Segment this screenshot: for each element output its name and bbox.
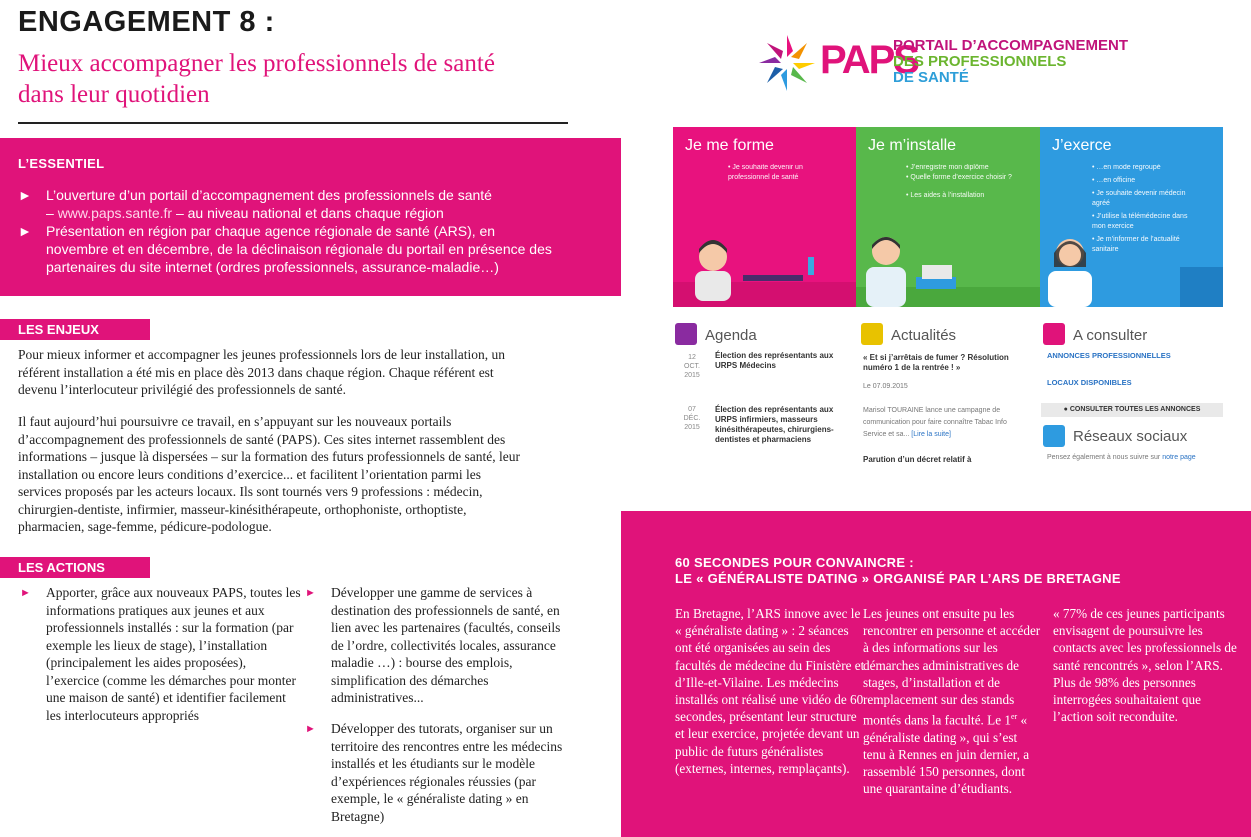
panel-link[interactable]: • …en mode regroupé (1092, 164, 1161, 171)
enjeux-paragraph-1: Pour mieux informer et accompagner les jeunes professionnels lors de leur installation, un référent installation a été mis en place dès 2013 dans chaque région. Chaque référent est devenu l’interlocuteur privilégié des professionnels de santé. (18, 347, 505, 397)
dating-col-1: En Bretagne, l’ARS innove avec le « généraliste dating » : 2 séances ont été organisées au sein des facultés de médecine du Finistère et d’Ille-et-Vilaine. Les médecins installés ont réalisé une vidéo de 60 secondes, présentant leur structure et leur exercice, projetée devant un public de futurs généralistes (externes, internes, remplaçants). (675, 606, 865, 776)
enjeux-paragraph-2: Il faut aujourd’hui poursuivre ce travail, en s’appuyant sur les nouveaux portails d’accompagnement des professionnels de santé (PAPS). Ces sites internet rassemblent des informations – jusque là dispersées – sur la formation des futurs professionnels de santé, leur installation ou encore leurs conditions d’exercice... et facilitent l’orientation parmi les services proposés par les acteurs locaux. Ils sont tournés vers 9 professions : médecin, chirurgien-dentiste, infirmier, masseur-kinésithérapeute, orthophoniste, orthoptiste, pharmacien, sage-femme, pédicure-podologue. (18, 414, 521, 534)
dating-heading (675, 555, 1121, 587)
triangle-bullet-icon: ► (305, 587, 316, 599)
panel-title: Je me forme (685, 137, 774, 154)
annonces-link[interactable]: ANNONCES PROFESSIONNELLES (1047, 351, 1171, 360)
essentiel-list (18, 186, 558, 276)
consulter-section (1041, 315, 1223, 467)
panel-link[interactable]: sanitaire (1092, 246, 1119, 253)
briefcase-icon (1043, 323, 1065, 345)
student-illustration (673, 227, 856, 307)
installer-illustration (856, 227, 1040, 307)
news-excerpt (863, 405, 1023, 441)
news-excerpt-text: Marisol TOURAINE lance une campagne de communication pour faire connaître Tabac Info Service et sa... (863, 407, 1007, 438)
essentiel-item-text: Présentation en région par chaque agence régionale de santé (ARS), en novembre et en décembre, de la déclinaison régionale du portail en présence des partenaires du site internet (ordres professionnels, assurance-maladie…) (46, 223, 552, 275)
panel-link[interactable]: • Je m’informer de l’actualité (1092, 236, 1180, 243)
logo-line-3: DE SANTÉ (893, 69, 969, 86)
panel-link[interactable]: agréé (1092, 200, 1110, 207)
panel-link[interactable]: • Quelle forme d’exercice choisir ? (906, 174, 1012, 181)
enjeux-heading: LES ENJEUX (0, 319, 150, 340)
portal-screenshot (673, 127, 1223, 467)
actualites-section (859, 315, 1037, 467)
chevron-right-icon: ● (1063, 406, 1070, 413)
essentiel-dash: – (46, 205, 58, 221)
dating-col-2-text-end: « généraliste dating », qui s’est tenu à Rennes en juin dernier, a rassemblé 150 personnes, dont une quarantaine d’étudiants. (863, 712, 1030, 797)
logo-tagline (893, 38, 1128, 86)
triangle-bullet-icon: ► (305, 723, 316, 735)
consulter-annonces-button[interactable] (1041, 403, 1223, 417)
dating-col-2-text: Les jeunes ont ensuite pu les rencontrer en personne et accéder à des informations sur les démarches administratives de stages, d’installation et de remplacement sur des stands montés dans la faculté. Le 1 (863, 606, 1041, 728)
date-day: 07 (688, 406, 696, 413)
date-day: 12 (688, 354, 696, 361)
reseaux-title: Réseaux sociaux (1073, 428, 1188, 445)
news-date: Le 07.09.2015 (863, 383, 908, 390)
panel-link[interactable]: • Je souhaite devenir un (728, 164, 803, 171)
essentiel-box (0, 138, 621, 296)
essentiel-item (18, 222, 558, 276)
calendar-icon (675, 323, 697, 345)
agenda-event-link[interactable]: Élection des représentants aux URPS Médecins (715, 351, 834, 370)
button-label: CONSULTER TOUTES LES ANNONCES (1069, 406, 1201, 413)
arrow-bullet-icon: ► (18, 223, 32, 239)
subtitle-line-2: dans leur quotidien (18, 81, 210, 108)
page-title: ENGAGEMENT 8 : (18, 6, 275, 38)
triangle-bullet-icon: ► (20, 587, 31, 599)
agenda-date (681, 353, 703, 380)
date-month: OCT. (684, 363, 700, 370)
essentiel-item (18, 186, 558, 222)
paps-star-logo-icon (757, 33, 817, 93)
panel-link[interactable]: • J’utilise la télémédecine dans (1092, 213, 1188, 220)
dating-heading-line-2: LE « GÉNÉRALISTE DATING » ORGANISÉ PAR L’ARS DE BRETAGNE (675, 571, 1121, 586)
essentiel-item-text: L’ouverture d’un portail d’accompagnement des professionnels de santé (46, 187, 492, 203)
consulter-title: A consulter (1073, 327, 1148, 344)
page-subtitle (18, 48, 578, 110)
actualites-title: Actualités (891, 327, 957, 344)
agenda-date (681, 405, 703, 432)
social-icon (1043, 425, 1065, 447)
panel-link[interactable]: • Les aides à l’installation (906, 192, 985, 199)
news-title-link[interactable]: Parution d’un décret relatif à (863, 455, 972, 464)
action-text: Développer une gamme de services à destination des professionnels de santé, en lien avec les partenaires (facultés, conseils de l’ordre, collectivités locales, assurance maladie …) : bourse des emplois, simplification des démarches administratives... (331, 585, 561, 705)
panel-je-me-forme[interactable] (673, 127, 856, 307)
panel-je-m-installe[interactable] (856, 127, 1040, 307)
action-text: Développer des tutorats, organiser sur un territoire des rencontres entre les médecins installés et les étudiants sur le modèle d’expériences régionales réussies (par exemple, le « généraliste dating » en Bretagne) (331, 721, 563, 824)
panel-title: Je m’installe (868, 137, 957, 154)
essentiel-item-text-end: – au niveau national et dans chaque région (172, 205, 444, 221)
date-month: DÉC. (683, 415, 701, 422)
subtitle-line-1: Mieux accompagner les professionnels de santé (18, 50, 495, 77)
arrow-bullet-icon: ► (18, 187, 32, 203)
reseaux-text-body: Pensez également à nous suivre sur (1047, 454, 1161, 461)
agenda-section (673, 315, 853, 467)
date-year: 2015 (684, 424, 700, 431)
logo-line-1: PORTAIL D’ACCOMPAGNEMENT (893, 37, 1128, 54)
panel-link[interactable]: • Je souhaite devenir médecin (1092, 190, 1186, 197)
logo-line-2: DES PROFESSIONNELS (893, 53, 1067, 70)
news-icon (861, 323, 883, 345)
panel-link[interactable]: professionnel de santé (728, 174, 799, 181)
essentiel-heading: L’ESSENTIEL (18, 156, 105, 171)
agenda-event-link[interactable]: Élection des représentants aux URPS infirmiers, masseurs kinésithérapeutes, chirurgiens-dentistes et pharmaciens (715, 405, 834, 444)
reseaux-text (1047, 453, 1196, 463)
date-year: 2015 (684, 372, 700, 379)
panel-link[interactable]: mon exercice (1092, 223, 1134, 230)
agenda-title: Agenda (705, 327, 757, 344)
paps-link[interactable]: www.paps.sante.fr (57, 205, 173, 221)
doctor-illustration (1040, 227, 1223, 307)
actions-heading: LES ACTIONS (0, 557, 150, 578)
news-title-link[interactable]: « Et si j’arrêtais de fumer ? Résolution numéro 1 de la rentrée ! » (863, 353, 1009, 372)
dating-col-2 (863, 605, 1043, 798)
panel-link[interactable]: • J’enregistre mon diplôme (906, 164, 989, 171)
action-text: Apporter, grâce aux nouveaux PAPS, toutes les informations pratiques aux jeunes et aux professionnels installés : sur la formation (par exemple les lieux de stage), l’installation (principalement les aides proposées), l’exercice (comme les démarches pour monter une maison de santé) et identifier facilement les interlocuteurs appropriés (46, 585, 301, 723)
dating-col-3: « 77% de ces jeunes participants envisagent de poursuivre les contacts avec les professionnels de santé rencontrés », selon l’ARS. Plus de 98% des personnes interrogées souhaitaient que l’action soit reconduite. (1053, 606, 1237, 725)
title-divider (18, 122, 568, 124)
paps-logo-text: PAPS (820, 38, 918, 82)
panel-link[interactable]: • …en officine (1092, 177, 1136, 184)
dating-heading-line-1: 60 SECONDES POUR CONVAINCRE : (675, 555, 914, 570)
panel-j-exerce[interactable] (1040, 127, 1223, 307)
locaux-link[interactable]: LOCAUX DISPONIBLES (1047, 378, 1132, 387)
dating-box (621, 511, 1251, 837)
read-more-link[interactable]: [Lire la suite] (911, 431, 951, 438)
superscript: er (1010, 712, 1018, 722)
panel-title: J’exerce (1052, 137, 1112, 154)
page-link[interactable]: notre page (1162, 454, 1196, 461)
